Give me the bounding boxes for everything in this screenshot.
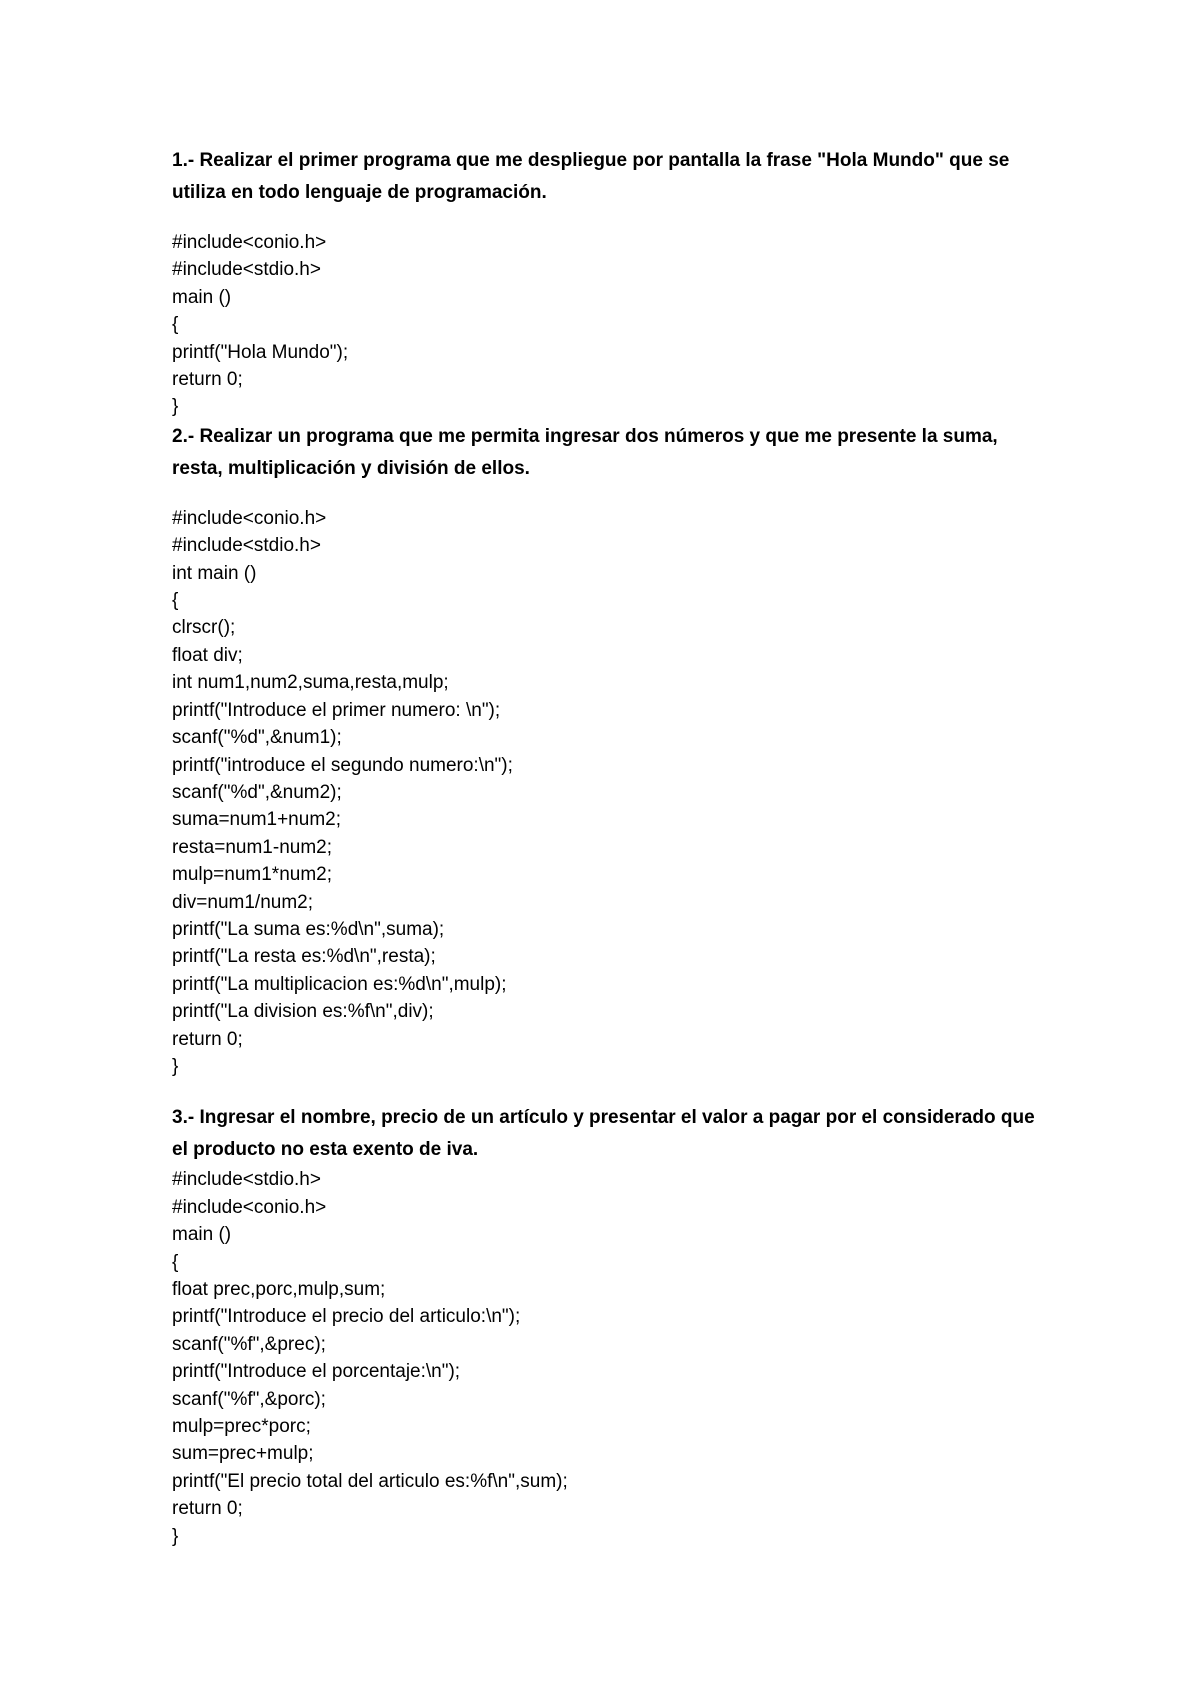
code-line: { <box>172 590 179 612</box>
code-line: int num1,num2,suma,resta,mulp; <box>172 672 449 694</box>
code-line: int main () <box>172 562 257 584</box>
code-line: printf("introduce el segundo numero:\n"); <box>172 754 513 776</box>
code-line: } <box>172 396 179 418</box>
code-line: #include<conio.h> <box>172 1196 327 1218</box>
code-line: mulp=prec*porc; <box>172 1416 311 1438</box>
exercise-3-heading: 3.- Ingresar el nombre, precio de un artículo y presentar el valor a pagar por el considerado que el producto no esta exento de iva. <box>172 1107 1035 1161</box>
exercise-1-code <box>172 229 1052 421</box>
code-line: main () <box>172 286 232 308</box>
exercise-3-code <box>172 1166 1052 1550</box>
document-page <box>172 145 1052 1550</box>
exercise-1 <box>172 145 1052 421</box>
code-line: printf("El precio total del articulo es:%f\n",sum); <box>172 1470 568 1492</box>
code-line: div=num1/num2; <box>172 891 313 913</box>
code-line: return 0; <box>172 1498 243 1520</box>
code-line: scanf("%d",&num2); <box>172 781 342 803</box>
code-line: #include<stdio.h> <box>172 1169 321 1191</box>
code-line: printf("Introduce el primer numero: \n"); <box>172 699 501 721</box>
code-line: #include<conio.h> <box>172 232 327 253</box>
code-line: float div; <box>172 644 243 666</box>
exercise-1-heading: 1.- Realizar el primer programa que me despliegue por pantalla la frase "Hola Mundo" que se utiliza en todo lenguaje de programación. <box>172 150 1010 203</box>
code-line: clrscr(); <box>172 617 236 639</box>
code-line: suma=num1+num2; <box>172 809 341 831</box>
code-line: mulp=num1*num2; <box>172 864 333 886</box>
code-line: scanf("%f",&porc); <box>172 1388 326 1410</box>
code-line: float prec,porc,mulp,sum; <box>172 1279 386 1300</box>
exercise-2-heading: 2.- Realizar un programa que me permita ingresar dos números y que me presente la suma, resta, multiplicación y división de ellos. <box>172 425 998 479</box>
code-line: printf("La division es:%f\n",div); <box>172 1001 434 1023</box>
exercise-2-code <box>172 505 1052 1081</box>
code-line: printf("La resta es:%d\n",resta); <box>172 946 436 968</box>
spacer <box>172 485 1052 505</box>
code-line: scanf("%d",&num1); <box>172 727 342 749</box>
code-line: printf("Introduce el porcentaje:\n"); <box>172 1361 461 1383</box>
code-line: main () <box>172 1224 232 1246</box>
code-line: printf("Introduce el precio del articulo:\n"); <box>172 1306 521 1328</box>
code-line: sum=prec+mulp; <box>172 1443 314 1465</box>
code-line: { <box>172 314 179 336</box>
spacer <box>172 209 1052 229</box>
code-line: #include<stdio.h> <box>172 535 321 557</box>
code-line: resta=num1-num2; <box>172 836 332 858</box>
exercise-3 <box>172 1102 1052 1550</box>
code-line: printf("La suma es:%d\n",suma); <box>172 918 445 940</box>
code-line: #include<stdio.h> <box>172 259 321 281</box>
code-line: printf("La multiplicacion es:%d\n",mulp); <box>172 973 507 995</box>
code-line: } <box>172 1525 179 1547</box>
code-line: return 0; <box>172 369 243 391</box>
code-line: #include<conio.h> <box>172 507 327 529</box>
code-line: printf("Hola Mundo"); <box>172 341 349 363</box>
exercise-2 <box>172 421 1052 1081</box>
code-line: } <box>172 1055 179 1077</box>
code-line: { <box>172 1251 179 1273</box>
code-line: return 0; <box>172 1028 243 1050</box>
code-line: scanf("%f",&prec); <box>172 1333 326 1355</box>
